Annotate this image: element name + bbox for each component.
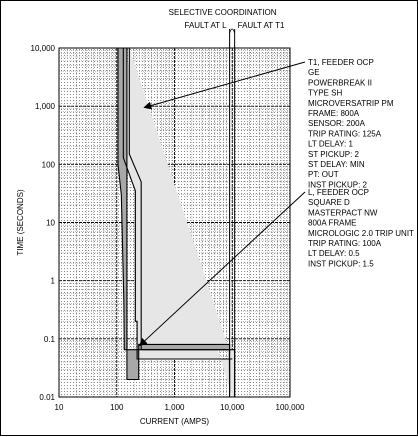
- y-tick-label: 0.1: [43, 334, 55, 344]
- y-axis-label: TIME (SECONDS): [16, 189, 25, 256]
- annotation-l-line: 800A FRAME: [308, 218, 357, 228]
- y-tick-label: 100: [41, 160, 55, 170]
- annotation-t1-line: POWERBREAK II: [308, 78, 373, 88]
- annotation-t1-line: ST DELAY: MIN: [308, 160, 365, 169]
- fault-label-at-l: FAULT AT L: [184, 21, 227, 30]
- chart-title: SELECTIVE COORDINATION: [168, 8, 277, 17]
- y-tick-label: 0.01: [39, 393, 55, 402]
- annotation-t1-line: TYPE SH: [308, 88, 343, 98]
- annotation-t1-line: LT DELAY: 1: [308, 139, 353, 149]
- x-tick-label: 1,000: [164, 403, 185, 412]
- x-tick-label: 100,000: [275, 403, 305, 412]
- fault-line-bracket: [230, 29, 235, 33]
- annotation-l-line: INST PICKUP: 1.5: [308, 259, 374, 269]
- x-axis-label: CURRENT (AMPS): [139, 417, 210, 426]
- fault-label-at-t1: FAULT AT T1: [237, 21, 285, 30]
- annotation-t1-line: FRAME: 800A: [308, 109, 360, 118]
- annotation-t1-line: INST PICKUP: 2: [308, 180, 367, 190]
- annotation-l-line: L, FEEDER OCP: [308, 188, 369, 197]
- y-tick-label: 10,000: [30, 44, 55, 53]
- x-tick-label: 10: [54, 403, 64, 412]
- annotation-t1-line: TRIP RATING: 125A: [308, 129, 382, 139]
- coordination-chart: [1, 1, 418, 437]
- annotation-t1-line: SENSOR: 200A: [308, 119, 365, 129]
- annotation-t1-line: MICROVERSATRIP PM: [308, 98, 394, 108]
- y-tick-label: 1,000: [34, 102, 55, 112]
- annotation-l-line: TRIP RATING: 100A: [308, 239, 382, 248]
- annotation-l-line: MICROLOGIC 2.0 TRIP UNIT: [308, 228, 414, 238]
- x-tick-label: 100: [110, 403, 124, 412]
- annotation-t1-line: GE: [308, 68, 320, 78]
- annotation-l-line: LT DELAY: 0.5: [308, 249, 360, 259]
- annotation-t1-line: PT: OUT: [308, 170, 339, 180]
- y-tick-label: 10: [46, 218, 55, 228]
- y-tick-label: 1: [50, 276, 55, 286]
- annotation-l-line: MASTERPACT NW: [308, 208, 378, 218]
- x-tick-label: 10,000: [220, 403, 245, 412]
- annotation-l-line: SQUARE D: [308, 198, 350, 208]
- annotation-t1-line: T1, FEEDER OCP: [308, 58, 374, 67]
- annotation-t1-line: ST PICKUP: 2: [308, 149, 359, 159]
